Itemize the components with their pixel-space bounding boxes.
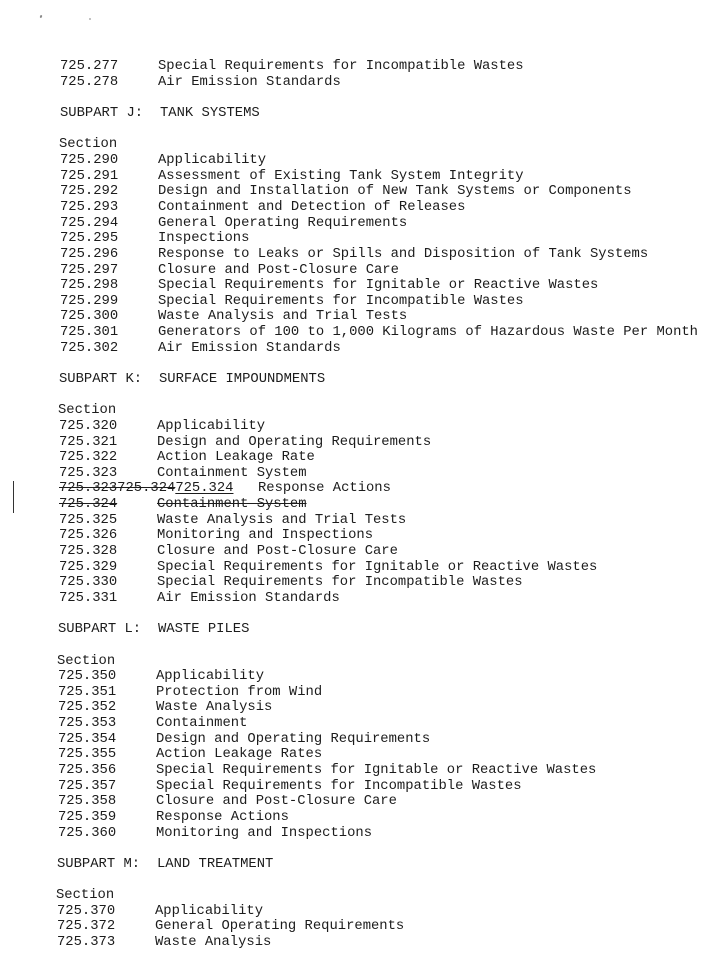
section-title: Closure and Post-Closure Care bbox=[156, 793, 397, 810]
section-heading-row bbox=[0, 654, 702, 670]
section-number: 725.355 bbox=[58, 746, 117, 763]
section-number: 725.297 bbox=[60, 261, 119, 278]
section-number: 725.354 bbox=[58, 730, 117, 747]
section-row bbox=[0, 904, 701, 920]
section-heading-row bbox=[0, 403, 703, 419]
section-row bbox=[0, 810, 702, 826]
section-row bbox=[0, 263, 704, 279]
section-row bbox=[0, 747, 702, 763]
section-row bbox=[0, 794, 702, 810]
section-title: Containment System bbox=[157, 464, 307, 481]
subpart-m bbox=[0, 857, 701, 951]
section-title: Waste Analysis and Trial Tests bbox=[158, 308, 408, 325]
section-title: Containment and Detection of Releases bbox=[158, 198, 466, 215]
section-row bbox=[0, 75, 704, 91]
section-row bbox=[0, 278, 704, 294]
section-number: 725.353 bbox=[58, 715, 117, 732]
scan-speck bbox=[40, 15, 43, 19]
section-number: 725.298 bbox=[60, 277, 119, 294]
section-title: Special Requirements for Ignitable or Reactive Wastes bbox=[156, 762, 597, 779]
section-row bbox=[0, 200, 704, 216]
section-number: 725.359 bbox=[58, 808, 117, 825]
section-row bbox=[0, 435, 703, 451]
section-number: 725.277 bbox=[60, 58, 119, 75]
section-number: 725.331 bbox=[59, 589, 118, 606]
section-title: Air Emission Standards bbox=[158, 339, 341, 356]
section-title: Protection from Wind bbox=[156, 683, 323, 700]
section-title: General Operating Requirements bbox=[158, 214, 408, 231]
line-gap bbox=[0, 122, 704, 138]
subpart-j bbox=[0, 106, 704, 372]
section-row bbox=[0, 685, 702, 701]
subpart-label: SUBPART J: bbox=[60, 105, 144, 122]
section-row bbox=[0, 450, 703, 466]
section-number: 725.330 bbox=[59, 574, 118, 591]
section-number: 725.356 bbox=[58, 762, 117, 779]
deleted-section-number: 725.324 bbox=[59, 496, 118, 513]
section-number: 725.352 bbox=[58, 699, 117, 716]
section-row bbox=[0, 826, 702, 842]
subpart-label: SUBPART M: bbox=[57, 855, 141, 872]
section-row bbox=[0, 216, 704, 232]
section-title: Air Emission Standards bbox=[158, 73, 341, 90]
deleted-section-number: 725.323725.324 bbox=[59, 480, 176, 497]
section-row bbox=[0, 732, 702, 748]
section-title: Response Actions bbox=[156, 808, 289, 825]
section-number: 725.296 bbox=[60, 245, 119, 262]
line-gap bbox=[0, 638, 702, 654]
subpart-k bbox=[0, 372, 703, 622]
section-row bbox=[0, 575, 703, 591]
section-number: 725.372 bbox=[57, 918, 116, 935]
section-title: Assessment of Existing Tank System Integrity bbox=[158, 167, 524, 184]
line-gap bbox=[0, 90, 704, 106]
section-title: Applicability bbox=[158, 152, 266, 169]
section-number: 725.323 bbox=[59, 464, 118, 481]
section-row bbox=[0, 325, 704, 341]
section-number-amended bbox=[59, 481, 233, 497]
inserted-section-number: 725.324 bbox=[175, 480, 234, 497]
subpart-label: SUBPART K: bbox=[59, 371, 143, 387]
subpart-title: LAND TREATMENT bbox=[157, 855, 274, 872]
section-number: 725.351 bbox=[58, 683, 117, 700]
section-title: Applicability bbox=[157, 417, 265, 434]
section-title: Special Requirements for Ignitable or Reactive Wastes bbox=[157, 558, 598, 575]
section-row bbox=[0, 763, 702, 779]
section-title: Inspections bbox=[158, 230, 250, 247]
section-row bbox=[0, 169, 704, 185]
section-row bbox=[0, 560, 703, 576]
section-number: 725.357 bbox=[58, 777, 117, 794]
section-number: 725.302 bbox=[60, 339, 119, 356]
line-gap bbox=[0, 873, 701, 889]
section-row bbox=[0, 779, 702, 795]
section-row bbox=[0, 341, 704, 357]
section-number: 725.300 bbox=[60, 308, 119, 325]
section-number: 725.360 bbox=[58, 824, 117, 841]
section-title: Monitoring and Inspections bbox=[156, 824, 372, 841]
section-title: Waste Analysis and Trial Tests bbox=[157, 511, 407, 528]
section-title: Containment bbox=[156, 715, 248, 732]
section-row bbox=[0, 153, 704, 169]
section-number: 725.329 bbox=[59, 558, 118, 575]
section-heading-row bbox=[0, 137, 704, 153]
section-number: 725.350 bbox=[58, 668, 117, 685]
section-row bbox=[0, 59, 704, 75]
line-gap bbox=[0, 607, 703, 623]
section-title: Action Leakage Rates bbox=[156, 746, 323, 763]
section-title: Special Requirements for Ignitable or Reactive Wastes bbox=[158, 277, 599, 294]
section-heading: Section bbox=[59, 136, 118, 153]
section-heading-row bbox=[0, 888, 701, 904]
section-number: 725.320 bbox=[59, 417, 118, 434]
section-number: 725.325 bbox=[59, 511, 118, 528]
section-number: 725.328 bbox=[59, 543, 118, 560]
section-title: Generators of 100 to 1,000 Kilograms of Hazardous Waste Per Month bbox=[158, 324, 698, 341]
section-heading: Section bbox=[58, 402, 117, 419]
section-heading: Section bbox=[57, 652, 116, 669]
continued-sections bbox=[0, 59, 704, 106]
section-number: 725.370 bbox=[57, 902, 116, 919]
section-row bbox=[0, 935, 701, 951]
section-number: 725.295 bbox=[60, 230, 119, 247]
section-title: Response to Leaks or Spills and Disposition of Tank Systems bbox=[158, 245, 649, 262]
line-gap bbox=[0, 388, 703, 404]
line-gap bbox=[0, 841, 702, 857]
section-row bbox=[0, 466, 703, 482]
section-title: Waste Analysis bbox=[156, 699, 273, 716]
subpart-heading bbox=[0, 857, 701, 873]
subpart-title: SURFACE IMPOUNDMENTS bbox=[159, 371, 326, 387]
section-number: 725.293 bbox=[60, 198, 119, 215]
section-number: 725.358 bbox=[58, 793, 117, 810]
section-title: Design and Operating Requirements bbox=[156, 730, 431, 747]
section-title: Response Actions bbox=[258, 480, 391, 497]
subpart-heading bbox=[0, 106, 704, 122]
subpart-l bbox=[0, 622, 702, 857]
section-title: Applicability bbox=[156, 668, 264, 685]
section-title: Design and Installation of New Tank Systems or Components bbox=[158, 183, 632, 200]
section-title: Action Leakage Rate bbox=[157, 449, 315, 466]
subpart-label: SUBPART L: bbox=[58, 621, 142, 638]
scan-speck bbox=[89, 18, 91, 20]
deleted-section-title: Containment System bbox=[157, 496, 307, 513]
section-title: Closure and Post-Closure Care bbox=[158, 261, 399, 278]
subpart-title: TANK SYSTEMS bbox=[160, 105, 260, 122]
section-number: 725.292 bbox=[60, 183, 119, 200]
section-row bbox=[0, 247, 704, 263]
section-number: 725.299 bbox=[60, 292, 119, 309]
table-of-contents bbox=[0, 59, 704, 951]
section-row-deleted bbox=[0, 497, 703, 513]
section-heading: Section bbox=[56, 887, 115, 904]
section-title: Special Requirements for Incompatible Wastes bbox=[158, 58, 524, 75]
section-row bbox=[0, 591, 703, 607]
section-row bbox=[0, 919, 701, 935]
section-number: 725.301 bbox=[60, 324, 119, 341]
section-title: Air Emission Standards bbox=[157, 589, 340, 606]
section-row bbox=[0, 669, 702, 685]
section-row bbox=[0, 309, 704, 325]
section-title: Design and Operating Requirements bbox=[157, 433, 432, 450]
subpart-title: WASTE PILES bbox=[158, 621, 250, 638]
section-number: 725.322 bbox=[59, 449, 118, 466]
section-number: 725.321 bbox=[59, 433, 118, 450]
section-row bbox=[0, 513, 703, 529]
section-title: Applicability bbox=[155, 902, 263, 919]
section-number: 725.326 bbox=[59, 527, 118, 544]
section-row bbox=[0, 231, 704, 247]
section-row bbox=[0, 184, 704, 200]
section-title: Closure and Post-Closure Care bbox=[157, 543, 398, 560]
section-title: Waste Analysis bbox=[155, 934, 272, 951]
section-row bbox=[0, 419, 703, 435]
subpart-heading bbox=[0, 622, 702, 638]
section-number: 725.291 bbox=[60, 167, 119, 184]
section-number: 725.294 bbox=[60, 214, 119, 231]
section-row bbox=[0, 716, 702, 732]
section-number: 725.278 bbox=[60, 73, 119, 90]
subpart-heading bbox=[0, 372, 703, 388]
section-number: 725.290 bbox=[60, 152, 119, 169]
section-title: Special Requirements for Incompatible Wastes bbox=[156, 777, 522, 794]
section-title: Monitoring and Inspections bbox=[157, 527, 373, 544]
section-row bbox=[0, 528, 703, 544]
section-number: 725.373 bbox=[57, 934, 116, 951]
section-title: Special Requirements for Incompatible Wastes bbox=[158, 292, 524, 309]
section-row bbox=[0, 700, 702, 716]
section-row bbox=[0, 294, 704, 310]
section-row bbox=[0, 544, 703, 560]
section-title: Special Requirements for Incompatible Wastes bbox=[157, 574, 523, 591]
section-title: General Operating Requirements bbox=[155, 918, 405, 935]
line-gap bbox=[0, 356, 704, 372]
section-row-amended bbox=[0, 481, 703, 497]
